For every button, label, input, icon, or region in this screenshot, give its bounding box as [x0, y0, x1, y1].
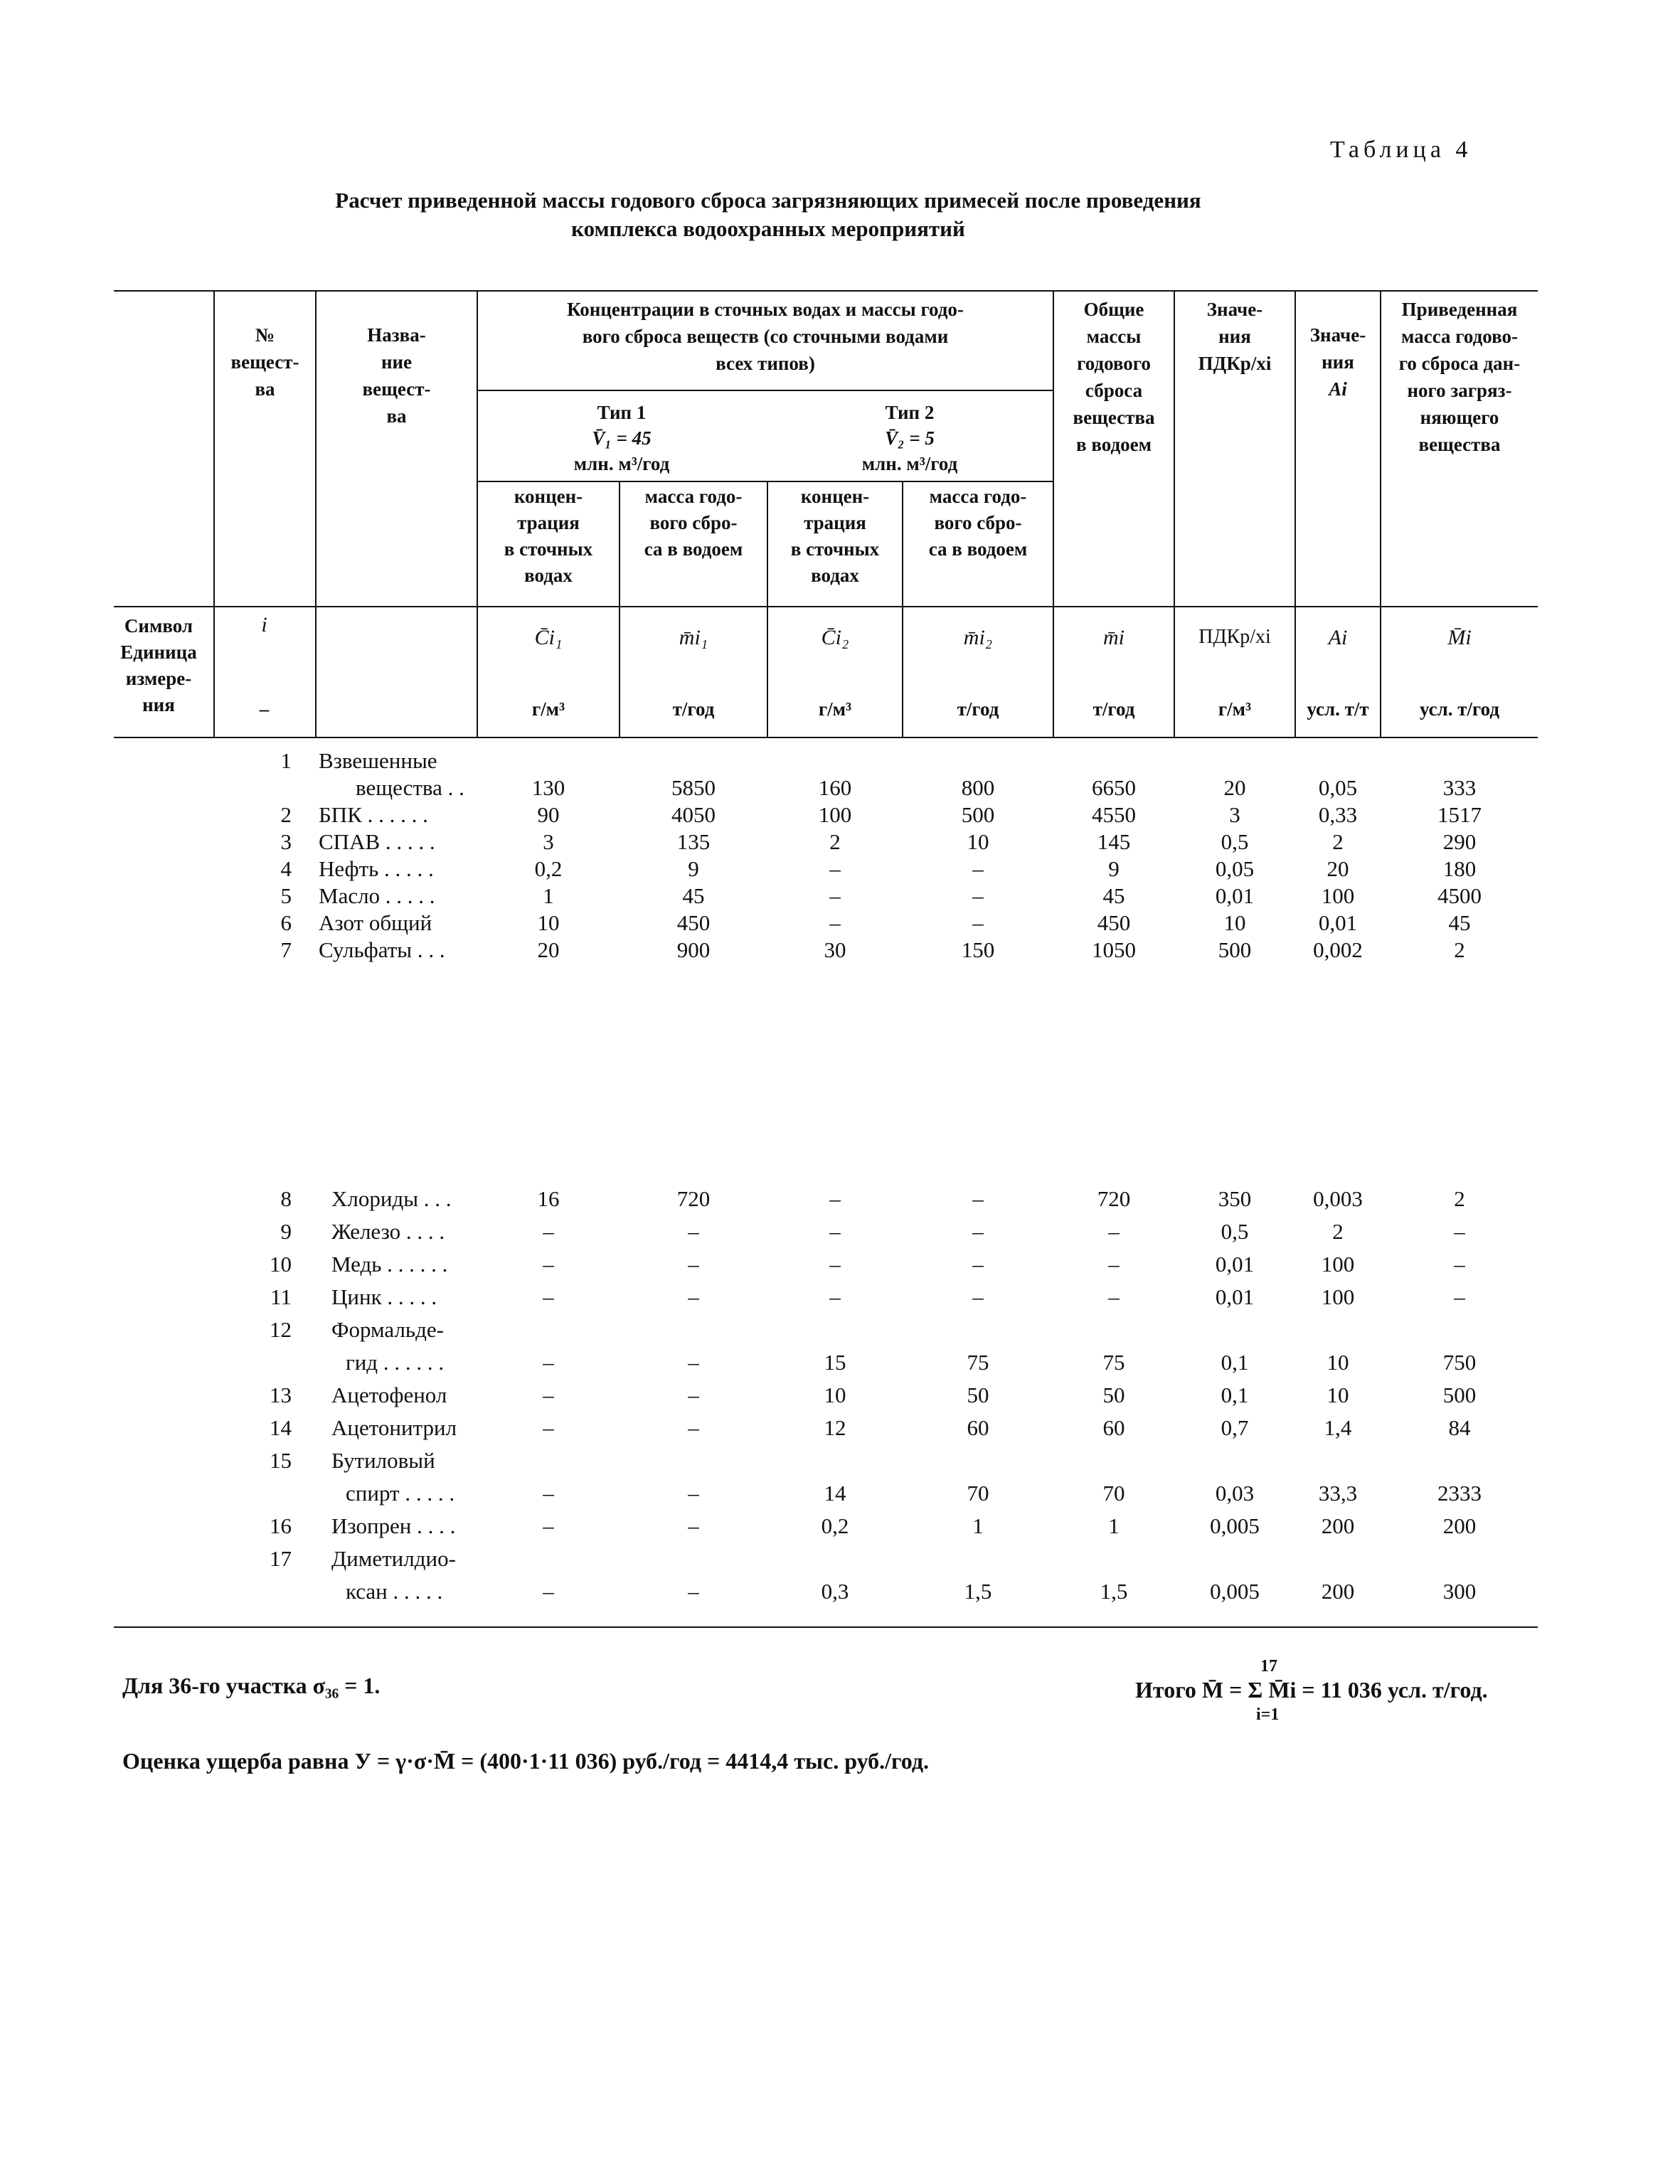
cell-M: – — [1454, 1252, 1465, 1277]
cell-a: 100 — [1321, 1252, 1355, 1277]
substance-name-cont: ксан . . . . . — [346, 1579, 443, 1604]
cell-a: 0,002 — [1313, 937, 1363, 962]
cell-c2: – — [829, 856, 841, 881]
cell-M: – — [1454, 1219, 1465, 1244]
sum-lower-limit: i=1 — [1256, 1705, 1280, 1724]
substance-name: Нефть . . . . . — [319, 856, 434, 881]
cell-c2: 0,3 — [821, 1579, 849, 1604]
row-number: 6 — [280, 910, 292, 935]
unit-i: – — [259, 698, 270, 720]
cell-M: – — [1454, 1284, 1465, 1309]
row-number: 3 — [280, 829, 292, 854]
rule-top — [114, 290, 1538, 292]
cell-a: 10 — [1327, 1383, 1349, 1407]
title-line-2: комплекса водоохранных мероприятий — [571, 216, 965, 241]
unit-M: усл. т/год — [1419, 698, 1500, 720]
cell-M: 2333 — [1437, 1481, 1482, 1506]
cell-c1: 90 — [537, 802, 560, 827]
row-number: 5 — [280, 883, 292, 908]
cell-c1: – — [543, 1350, 554, 1375]
cell-m: 4550 — [1092, 802, 1136, 827]
substance-name: СПАВ . . . . . — [319, 829, 435, 854]
title-line-1: Расчет приведенной массы годового сброса загрязняющих примесей после проведения — [335, 188, 1201, 213]
cell-pdk: 0,01 — [1215, 1252, 1255, 1277]
cell-m2: – — [972, 910, 984, 935]
cell-c2: 30 — [824, 937, 846, 962]
cell-a: 2 — [1332, 829, 1344, 854]
cell-pdk: 0,1 — [1221, 1350, 1249, 1375]
substance-name: Взвешенные — [319, 748, 437, 773]
cell-m: 1050 — [1092, 937, 1136, 962]
cell-m1: 9 — [688, 856, 699, 881]
cell-a: 200 — [1321, 1579, 1355, 1604]
symbol-m2: m̄i₂ — [963, 626, 993, 649]
cell-m1: 45 — [682, 883, 705, 908]
cell-a: 200 — [1321, 1513, 1355, 1538]
cell-m2: 1,5 — [964, 1579, 992, 1604]
rule-bottom — [114, 1626, 1538, 1628]
cell-pdk: 0,01 — [1215, 883, 1255, 908]
cell-m: 70 — [1102, 1481, 1125, 1506]
substance-name: Азот общий — [319, 910, 432, 935]
cell-m1: – — [688, 1481, 699, 1506]
cell-M: 180 — [1442, 856, 1477, 881]
cell-c2: – — [829, 1284, 841, 1309]
cell-m2: – — [972, 883, 984, 908]
row-number: 7 — [280, 937, 292, 962]
row-number: 11 — [270, 1284, 292, 1309]
cell-m: 1 — [1108, 1513, 1120, 1538]
cell-a: 0,01 — [1318, 910, 1358, 935]
cell-pdk: 500 — [1218, 937, 1252, 962]
row-number: 16 — [270, 1513, 292, 1538]
cell-m2: 60 — [967, 1415, 989, 1440]
substance-name: Железо . . . . — [331, 1219, 445, 1244]
header-type-1: Тип 1 V̄₁ = 45 млн. м³/год — [573, 402, 670, 474]
cell-M: 750 — [1442, 1350, 1477, 1375]
header-concentrations: Концентрации в сточных водах и массы годо- вого сброса веществ (со сточными водами всех типов) — [567, 299, 964, 374]
header-mass-type-1: масса годо- вого сбро- са в водоем — [644, 486, 743, 560]
header-number: № вещест- ва — [230, 324, 299, 400]
cell-m2: 1 — [972, 1513, 984, 1538]
row-number: 1 — [280, 748, 292, 773]
symbol-m1: m̄i₁ — [679, 626, 708, 649]
symbol-pdk: ПДКр/хi — [1198, 626, 1271, 648]
row-number: 17 — [270, 1546, 292, 1571]
substance-name: Изопрен . . . . — [331, 1513, 456, 1538]
substance-name: Цинк . . . . . — [331, 1284, 437, 1309]
sum-upper-limit: 17 — [1260, 1657, 1277, 1676]
row-number: 4 — [280, 856, 292, 881]
cell-m: 6650 — [1092, 775, 1136, 800]
unit-m: т/год — [1092, 698, 1135, 720]
cell-m2: 800 — [961, 775, 995, 800]
cell-c1: 130 — [531, 775, 565, 800]
symbol-i: i — [261, 613, 267, 636]
cell-a: 100 — [1321, 1284, 1355, 1309]
cell-m: 75 — [1102, 1350, 1125, 1375]
symbol-c1: C̄i₁ — [534, 626, 563, 649]
cell-a: 10 — [1327, 1350, 1349, 1375]
cell-m2: – — [972, 1284, 984, 1309]
substance-name-cont: гид . . . . . . — [346, 1350, 445, 1375]
cell-m1: – — [688, 1219, 699, 1244]
cell-c1: 16 — [537, 1186, 560, 1211]
substance-name: Ацетонитрил — [331, 1415, 457, 1440]
cell-a: 20 — [1327, 856, 1349, 881]
cell-pdk: 0,005 — [1210, 1579, 1260, 1604]
table-title — [114, 186, 1423, 243]
symbol-c2: C̄i₂ — [821, 626, 849, 649]
cell-m1: – — [688, 1252, 699, 1277]
cell-m: – — [1108, 1284, 1120, 1309]
cell-m1: 720 — [676, 1186, 711, 1211]
cell-c1: – — [543, 1415, 554, 1440]
cell-a: 0,33 — [1318, 802, 1358, 827]
cell-pdk: 0,05 — [1215, 856, 1255, 881]
cell-m: 720 — [1097, 1186, 1131, 1211]
cell-a: 0,003 — [1313, 1186, 1363, 1211]
cell-pdk: 0,5 — [1221, 829, 1249, 854]
header-total-mass: Общие массы годового сброса вещества в водоем — [1073, 299, 1155, 455]
cell-M: 200 — [1442, 1513, 1477, 1538]
cell-c2: 10 — [824, 1383, 846, 1407]
substance-name: Бутиловый — [331, 1448, 435, 1473]
cell-m2: 75 — [967, 1350, 989, 1375]
header-name: Назва- ние вещест- ва — [362, 324, 431, 427]
cell-M: 2 — [1454, 937, 1465, 962]
symbol-a: Ai — [1328, 626, 1348, 649]
cell-c2: – — [829, 1252, 841, 1277]
cell-pdk: 3 — [1229, 802, 1240, 827]
rule-conc-split — [477, 390, 1053, 391]
cell-c1: – — [543, 1579, 554, 1604]
cell-a: 100 — [1321, 883, 1355, 908]
cell-c1: 20 — [537, 937, 560, 962]
unit-a: усл. т/т — [1307, 698, 1369, 720]
cell-m: 50 — [1102, 1383, 1125, 1407]
row-number: 14 — [270, 1415, 292, 1440]
unit-c2: г/м³ — [818, 698, 852, 720]
row-number: 9 — [280, 1219, 292, 1244]
header-conc-type-1: концен- трация в сточных водах — [504, 486, 593, 586]
header-conc-type-2: концен- трация в сточных водах — [790, 486, 880, 586]
cell-c2: 2 — [829, 829, 841, 854]
cell-m1: – — [688, 1383, 699, 1407]
substance-name: Диметилдио- — [331, 1546, 456, 1571]
row-number: 10 — [270, 1252, 292, 1277]
cell-c2: 12 — [824, 1415, 846, 1440]
cell-m2: 70 — [967, 1481, 989, 1506]
cell-c1: 3 — [543, 829, 554, 854]
cell-c2: 160 — [818, 775, 852, 800]
cell-c1: – — [543, 1284, 554, 1309]
cell-c1: 0,2 — [534, 856, 563, 881]
cell-m: – — [1108, 1219, 1120, 1244]
cell-c1: – — [543, 1219, 554, 1244]
substance-name: Масло . . . . . — [319, 883, 435, 908]
cell-m: – — [1108, 1252, 1120, 1277]
cell-m: 45 — [1102, 883, 1125, 908]
cell-c2: – — [829, 1219, 841, 1244]
substance-name-cont: спирт . . . . . — [346, 1481, 455, 1506]
unit-pdk: г/м³ — [1218, 698, 1252, 720]
cell-m1: 450 — [676, 910, 711, 935]
cell-c2: – — [829, 883, 841, 908]
header-type-2: Тип 2 V̄₂ = 5 млн. м³/год — [861, 402, 958, 474]
cell-M: 84 — [1448, 1415, 1471, 1440]
cell-m2: 500 — [961, 802, 995, 827]
cell-m: 9 — [1108, 856, 1120, 881]
unit-c1: г/м³ — [531, 698, 565, 720]
substance-name: Ацетофенол — [331, 1383, 447, 1407]
symbol-m: m̄i — [1103, 626, 1125, 649]
cell-M: 333 — [1442, 775, 1477, 800]
table-label: Таблица 4 — [1330, 137, 1472, 163]
cell-a: 2 — [1332, 1219, 1344, 1244]
cell-pdk: 0,005 — [1210, 1513, 1260, 1538]
cell-c1: – — [543, 1383, 554, 1407]
cell-m2: 150 — [961, 937, 995, 962]
cell-pdk: 20 — [1223, 775, 1246, 800]
cell-m1: 900 — [676, 937, 711, 962]
cell-m1: – — [688, 1513, 699, 1538]
cell-c2: 0,2 — [821, 1513, 849, 1538]
cell-m: 145 — [1097, 829, 1131, 854]
cell-c2: – — [829, 1186, 841, 1211]
cell-M: 290 — [1442, 829, 1477, 854]
symbol-M: M̄i — [1447, 626, 1472, 649]
cell-m2: 10 — [967, 829, 989, 854]
substance-name-cont: вещества . . — [356, 775, 464, 800]
header-reduced-mass: Приведенная масса годово- го сброса дан- ного загряз- няющего вещества — [1398, 299, 1521, 455]
substance-name: Сульфаты . . . — [319, 937, 445, 962]
damage-estimate: Оценка ущерба равна У = γ·σ·M̄ = (400·1·11 036) руб./год = 4414,4 тыс. руб./год. — [122, 1748, 930, 1774]
cell-c1: 1 — [543, 883, 554, 908]
cell-c1: – — [543, 1481, 554, 1506]
cell-m1: 4050 — [671, 802, 716, 827]
symbol-unit-label: Символ Единица измере- ния — [120, 615, 197, 715]
rule-symbol-bottom — [114, 737, 1538, 738]
cell-pdk: 350 — [1218, 1186, 1252, 1211]
cell-M: 45 — [1448, 910, 1471, 935]
cell-c2: 15 — [824, 1350, 846, 1375]
substance-name: Хлориды . . . — [331, 1186, 452, 1211]
cell-m1: – — [688, 1579, 699, 1604]
cell-m: 60 — [1102, 1415, 1125, 1440]
cell-pdk: 0,03 — [1215, 1481, 1255, 1506]
substance-name: БПК . . . . . . — [319, 802, 428, 827]
row-number: 2 — [280, 802, 292, 827]
row-number: 8 — [280, 1186, 292, 1211]
cell-pdk: 0,1 — [1221, 1383, 1249, 1407]
cell-M: 2 — [1454, 1186, 1465, 1211]
header-pdk: Значе- ния ПДКр/хi — [1198, 299, 1272, 374]
cell-pdk: 10 — [1223, 910, 1246, 935]
cell-pdk: 0,01 — [1215, 1284, 1255, 1309]
rule-header-bottom — [114, 606, 1538, 607]
unit-m1: т/год — [672, 698, 715, 720]
rule-type-split — [477, 481, 1053, 482]
cell-m2: – — [972, 1252, 984, 1277]
cell-a: 0,05 — [1318, 775, 1358, 800]
cell-c1: – — [543, 1513, 554, 1538]
unit-m2: т/год — [957, 698, 999, 720]
substance-name: Медь . . . . . . — [331, 1252, 448, 1277]
cell-m2: – — [972, 1186, 984, 1211]
cell-M: 1517 — [1437, 802, 1482, 827]
cell-c2: – — [829, 910, 841, 935]
header-mass-type-2: масса годо- вого сбро- са в водоем — [928, 486, 1028, 560]
cell-c2: 100 — [818, 802, 852, 827]
cell-M: 300 — [1442, 1579, 1477, 1604]
row-number: 15 — [270, 1448, 292, 1473]
cell-m1: – — [688, 1415, 699, 1440]
cell-m1: 5850 — [671, 775, 716, 800]
cell-m: 450 — [1097, 910, 1131, 935]
cell-pdk: 0,5 — [1221, 1219, 1249, 1244]
total-sum: Итого M̄ = Σ M̄i = 11 036 усл. т/год. — [1135, 1677, 1488, 1703]
cell-M: 4500 — [1437, 883, 1482, 908]
cell-m1: 135 — [676, 829, 711, 854]
substance-name: Формальде- — [331, 1317, 444, 1342]
cell-m2: – — [972, 856, 984, 881]
sector-note: Для 36-го участка σ₃₆ = 1. — [122, 1673, 381, 1698]
cell-m2: 50 — [967, 1383, 989, 1407]
cell-a: 1,4 — [1324, 1415, 1352, 1440]
cell-M: 500 — [1442, 1383, 1477, 1407]
row-number: 12 — [270, 1317, 292, 1342]
cell-c1: – — [543, 1252, 554, 1277]
cell-m1: – — [688, 1284, 699, 1309]
cell-pdk: 0,7 — [1221, 1415, 1249, 1440]
cell-m1: – — [688, 1350, 699, 1375]
cell-a: 33,3 — [1318, 1481, 1358, 1506]
cell-m2: – — [972, 1219, 984, 1244]
row-number: 13 — [270, 1383, 292, 1407]
cell-m: 1,5 — [1100, 1579, 1128, 1604]
cell-c2: 14 — [824, 1481, 846, 1506]
cell-c1: 10 — [537, 910, 560, 935]
header-a: Значе- ния Ai — [1309, 324, 1366, 400]
